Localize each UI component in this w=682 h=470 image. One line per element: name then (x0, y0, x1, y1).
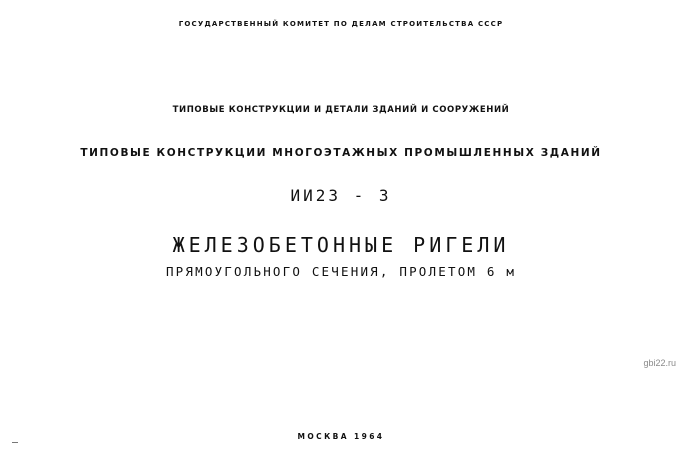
scan-edge-mark (12, 442, 18, 443)
committee-header: ГОСУДАРСТВЕННЫЙ КОМИТЕТ ПО ДЕЛАМ СТРОИТЕЛЬСТВА СССР (178, 20, 504, 28)
subseries-title: ТИПОВЫЕ КОНСТРУКЦИИ МНОГОЭТАЖНЫХ ПРОМЫШЛЕННЫХ ЗДАНИЙ (80, 147, 602, 159)
document-subtitle: ПРЯМОУГОЛЬНОГО СЕЧЕНИЯ, ПРОЛЕТОМ 6 м (165, 264, 517, 279)
document-code: ИИ23 - 3 (290, 186, 392, 205)
series-title: ТИПОВЫЕ КОНСТРУКЦИИ И ДЕТАЛИ ЗДАНИЙ И СООРУЖЕНИЙ (172, 105, 510, 115)
publication-place-year: МОСКВА 1964 (297, 432, 385, 441)
source-watermark: gbi22.ru (643, 358, 676, 368)
document-title: ЖЕЛЕЗОБЕТОННЫЕ РИГЕЛИ (172, 233, 510, 257)
